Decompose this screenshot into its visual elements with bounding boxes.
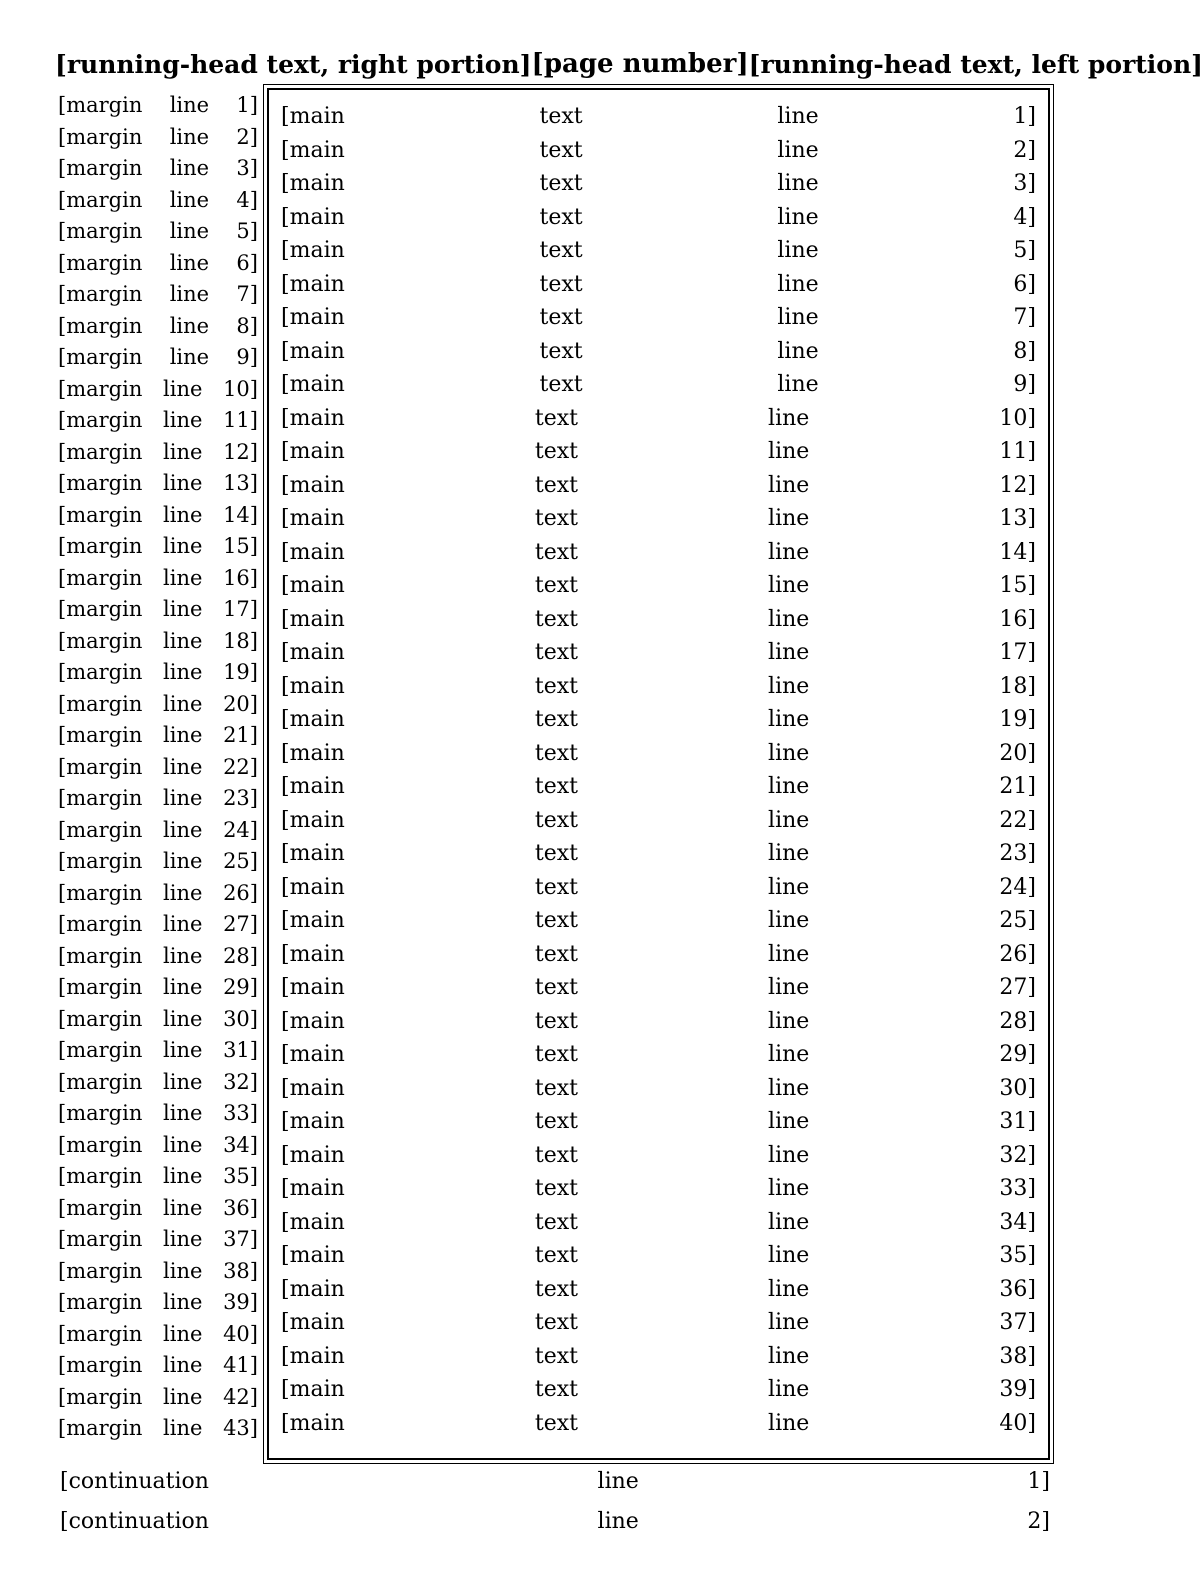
margin-text-line: [margin line 2] [58, 124, 258, 149]
main-text-line: [main text line 39] [281, 1377, 1036, 1402]
margin-text-line: [margin line 41] [58, 1353, 258, 1377]
margin-text-line: [margin line 34] [58, 1132, 258, 1157]
main-text-line: [main text line 34] [281, 1209, 1036, 1235]
main-text-line: [main text line 21] [281, 774, 1036, 799]
margin-text-line: [margin line 18] [58, 628, 258, 653]
main-text-line: [main text line 6] [281, 271, 1036, 297]
margin-text-line: [margin line 7] [58, 282, 258, 306]
main-text-line: [main text line 27] [281, 975, 1036, 1000]
margin-text-line: [margin line 17] [58, 597, 258, 621]
main-text-line: [main text line 2] [281, 137, 1036, 163]
bottom-text-line: [continuation line 1] [60, 1469, 1050, 1494]
header-left-text: [running-head text, left portion] [748, 49, 1203, 79]
main-text-line: [main text line 30] [281, 1075, 1036, 1101]
main-text-line: [main text line 19] [281, 707, 1036, 732]
main-text-line: [main text line 37] [281, 1310, 1036, 1335]
page-number: [page number] [531, 49, 749, 79]
main-text-line: [main text line 32] [281, 1142, 1036, 1168]
margin-text-line: [margin line 39] [58, 1290, 258, 1314]
header-right-text: [running-head text, right portion] [55, 49, 532, 79]
margin-text-line: [margin line 27] [58, 912, 258, 936]
margin-text-line: [margin line 28] [58, 943, 258, 968]
margin-text-line: [margin line 36] [58, 1195, 258, 1220]
margin-text-line: [margin line 4] [58, 187, 258, 212]
margin-text-line: [margin line 13] [58, 471, 258, 495]
main-text-line: [main text line 29] [281, 1042, 1036, 1067]
main-text-line: [main text line 40] [281, 1410, 1036, 1436]
margin-text-line: [margin line 10] [58, 376, 258, 401]
margin-text-line: [margin line 14] [58, 502, 258, 527]
margin-text-line: [margin line 19] [58, 660, 258, 684]
margin-text-line: [margin line 37] [58, 1227, 258, 1251]
margin-text-line: [margin line 25] [58, 849, 258, 873]
margin-text-line: [margin line 22] [58, 754, 258, 779]
main-text-line: [main text line 28] [281, 1008, 1036, 1034]
bottom-text-line: [continuation line 2] [60, 1509, 1050, 1534]
main-text-line: [main text line 4] [281, 204, 1036, 230]
margin-text-line: [margin line 8] [58, 313, 258, 338]
margin-text-line: [margin line 9] [58, 345, 258, 369]
margin-text-line: [margin line 38] [58, 1258, 258, 1283]
main-text-line: [main text line 26] [281, 941, 1036, 967]
margin-text-line: [margin line 23] [58, 786, 258, 810]
margin-text-line: [margin line 20] [58, 691, 258, 716]
margin-text-line: [margin line 24] [58, 817, 258, 842]
margin-text-line: [margin line 32] [58, 1069, 258, 1094]
margin-text-line: [margin line 35] [58, 1164, 258, 1188]
bottom-continuation [60, 1462, 1050, 1562]
main-text-line: [main text line 20] [281, 740, 1036, 766]
main-text-line: [main text line 15] [281, 573, 1036, 598]
margin-text-line: [margin line 40] [58, 1321, 258, 1346]
main-text-line: [main text line 38] [281, 1343, 1036, 1369]
margin-text-line: [margin line 43] [58, 1416, 258, 1440]
main-text-line: [main text line 17] [281, 640, 1036, 665]
main-text-line: [main text line 12] [281, 472, 1036, 498]
main-text-frame [267, 88, 1050, 1460]
margin-text-line: [margin line 1] [58, 93, 258, 117]
margin-text-line: [margin line 11] [58, 408, 258, 432]
margin-text-line: [margin line 15] [58, 534, 258, 558]
margin-text-line: [margin line 42] [58, 1384, 258, 1409]
main-text-line: [main text line 31] [281, 1109, 1036, 1134]
main-text-line: [main text line 5] [281, 238, 1036, 263]
main-text-line: [main text line 35] [281, 1243, 1036, 1268]
main-text-line: [main text line 18] [281, 673, 1036, 699]
main-text-line: [main text line 9] [281, 372, 1036, 397]
main-text-line: [main text line 22] [281, 807, 1036, 833]
main-text-line: [main text line 10] [281, 405, 1036, 431]
running-header [55, 42, 1203, 86]
main-text-line: [main text line 1] [281, 104, 1036, 129]
margin-text-line: [margin line 26] [58, 880, 258, 905]
margin-text-line: [margin line 12] [58, 439, 258, 464]
main-text-line: [main text line 3] [281, 171, 1036, 196]
main-text-line: [main text line 23] [281, 841, 1036, 866]
main-text-line: [main text line 13] [281, 506, 1036, 531]
main-text-line: [main text line 11] [281, 439, 1036, 464]
main-text-line: [main text line 7] [281, 305, 1036, 330]
margin-text-line: [margin line 33] [58, 1101, 258, 1125]
main-text-line: [main text line 25] [281, 908, 1036, 933]
margin-text-line: [margin line 30] [58, 1006, 258, 1031]
margin-text-line: [margin line 3] [58, 156, 258, 180]
main-text-line: [main text line 16] [281, 606, 1036, 632]
main-text-line: [main text line 24] [281, 874, 1036, 900]
margin-text-line: [margin line 29] [58, 975, 258, 999]
main-text-line: [main text line 8] [281, 338, 1036, 364]
margin-text-line: [margin line 21] [58, 723, 258, 747]
main-text-line: [main text line 14] [281, 539, 1036, 565]
main-text-line: [main text line 36] [281, 1276, 1036, 1302]
margin-commentary [58, 88, 258, 1460]
margin-text-line: [margin line 6] [58, 250, 258, 275]
margin-text-line: [margin line 16] [58, 565, 258, 590]
main-text-line: [main text line 33] [281, 1176, 1036, 1201]
margin-text-line: [margin line 31] [58, 1038, 258, 1062]
margin-text-line: [margin line 5] [58, 219, 258, 243]
